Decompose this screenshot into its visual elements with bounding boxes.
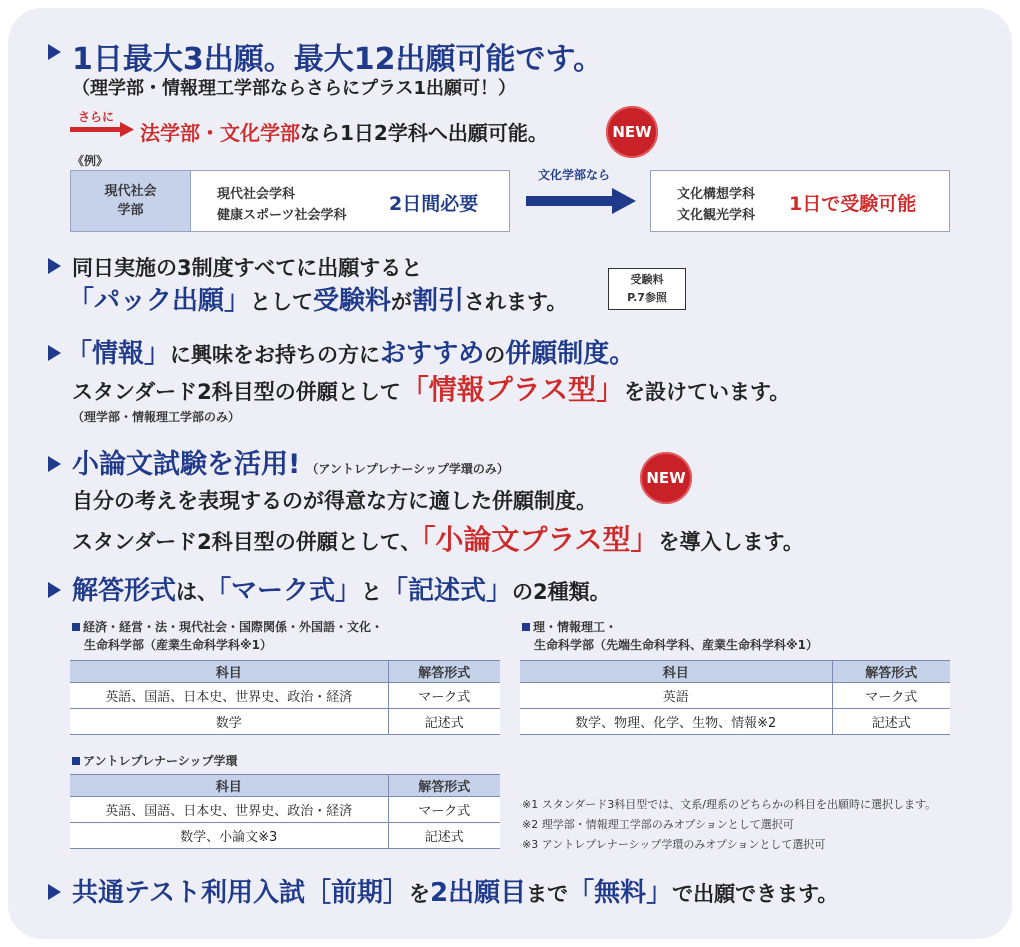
example-mid-label: 文化学部なら	[538, 168, 611, 182]
format-cell: マーク式	[388, 683, 500, 709]
sec6-t1: 共通テスト利用入試	[72, 878, 305, 908]
sec1-red-depts: 法学部・文化学部	[140, 121, 300, 145]
example-right-box	[650, 170, 950, 232]
format-cell: 記述式	[388, 823, 500, 849]
table2-caption2: 生命科学部（先端生命科学科、産業生命科学科※1）	[534, 638, 819, 652]
col-subject: 科目	[70, 775, 388, 797]
subject-cell: 英語、国語、日本史、世界史、政治・経済	[70, 797, 388, 823]
example-left-line2: 健康スポーツ社会学科	[217, 208, 347, 223]
sec5-t6: の2種類。	[512, 580, 611, 604]
sec3-line2a: スタンダード2科目型の併願として	[72, 380, 401, 404]
format-cell: マーク式	[832, 683, 950, 709]
sec2-mid3: されます。	[464, 290, 568, 314]
sec6-t5: まで	[526, 882, 569, 906]
example-right-line2: 文化観光学科	[677, 208, 756, 223]
sec2-line2	[68, 280, 567, 317]
table-header-row	[70, 775, 500, 797]
sec2-mid1: として	[250, 290, 314, 314]
sec1-title: 1日最大3出願。最大12出願可能です。	[72, 42, 604, 77]
sec4-line2b: を導入します。	[658, 530, 804, 554]
sec2-discount: 割引	[412, 286, 465, 316]
table-row	[70, 823, 500, 849]
subject-cell: 英語、国語、日本史、世界史、政治・経済	[70, 683, 388, 709]
sec5-t3: 「マーク式」	[218, 576, 362, 606]
bullet-triangle-icon	[48, 258, 61, 274]
col-format: 解答形式	[832, 661, 950, 683]
format-cell: 記述式	[832, 709, 950, 735]
example-right-line1: 文化構想学科	[677, 187, 756, 202]
sec3-heigan: 併願制度。	[505, 339, 636, 369]
subject-cell: 数学	[70, 709, 388, 735]
subject-cell: 数学、小論文※3	[70, 823, 388, 849]
example-left-box	[70, 170, 510, 232]
table-row	[520, 683, 950, 709]
sec4-line2	[72, 518, 804, 558]
new-badge: NEW	[640, 452, 692, 504]
sec2-line1: 同日実施の3制度すべてに出願すると	[72, 256, 423, 280]
blue-arrow-icon	[526, 188, 638, 214]
bullet-triangle-icon	[48, 582, 61, 598]
subject-cell: 数学、物理、化学、生物、情報※2	[520, 709, 832, 735]
bullet-triangle-icon	[48, 44, 61, 60]
sec6-t7: で出願できます。	[672, 882, 839, 906]
sec3-note: （理学部・情報理工学部のみ）	[72, 410, 241, 424]
table3-caption: アントレプレナーシップ学環	[72, 752, 238, 769]
sec5-t2: は、	[176, 580, 219, 604]
sec6-t4: 2出願目	[429, 878, 527, 908]
footnote-2: ※2 理学部・情報理工学部のみオプションとして選択可	[522, 818, 794, 831]
footnote-3: ※3 アントレプレナーシップ学環のみオプションとして選択可	[522, 838, 826, 851]
table-row	[70, 683, 500, 709]
col-format: 解答形式	[388, 661, 500, 683]
sec4-plus: 「小論文プラス型」	[421, 523, 659, 556]
sec6-t2: ［前期］	[304, 878, 409, 908]
subject-cell: 英語	[520, 683, 832, 709]
table1-caption1: 経済・経営・法・現代社会・国際関係・外国語・文化・	[72, 618, 383, 635]
sec4-title-line	[72, 442, 509, 481]
red-arrow-icon	[70, 122, 136, 138]
example-left-line1: 現代社会学科	[217, 187, 296, 202]
fee-ref-line2: P.7参照	[627, 290, 667, 304]
example-right-emph: 1日で受験可能	[789, 193, 917, 215]
footnote-1: ※1 スタンダード3科目型では、文系/理系のどちらかの科目を出願時に選択します。	[522, 798, 937, 811]
table-header-row	[70, 661, 500, 683]
sec3-line1	[66, 333, 635, 370]
sec5-t1: 解答形式	[72, 576, 177, 606]
example-left-dept: 現代社会 学部	[71, 171, 191, 231]
sec3-mid2: の	[484, 343, 506, 367]
sec6-t6: 「無料」	[568, 878, 673, 908]
sec4-line2a: スタンダード2科目型の併願として、	[72, 530, 422, 554]
sec3-mid1: に興味をお持ちの方に	[170, 343, 381, 367]
sec6-line	[72, 872, 838, 909]
sec5-t4: と	[361, 580, 383, 604]
sec1-arrow-label: さらに	[78, 110, 115, 124]
bullet-triangle-icon	[48, 884, 61, 900]
sec5-title	[72, 570, 611, 607]
sec1-subtitle: （理学部・情報理工学部ならさらにプラス1出願可！）	[72, 78, 516, 99]
sec4-title-note: （アントレプレナーシップ学環のみ）	[306, 462, 509, 476]
table-row	[70, 709, 500, 735]
format-cell: 記述式	[388, 709, 500, 735]
table-row	[70, 797, 500, 823]
sec1-dept-line	[140, 117, 548, 146]
example-left-emph: 2日間必要	[389, 193, 479, 215]
col-format: 解答形式	[388, 775, 500, 797]
format-table-2	[520, 660, 950, 735]
sec2-pack: 「パック出願」	[68, 286, 251, 316]
table2-caption1: 理・情報理工・	[522, 618, 617, 635]
example-label: 《例》	[72, 154, 109, 168]
sec2-mid2: が	[391, 290, 413, 314]
sec3-plus: 「情報プラス型」	[400, 373, 624, 406]
sec2-fee: 受験料	[313, 286, 392, 316]
sec4-line1: 自分の考えを表現するのが得意な方に適した併願制度。	[72, 489, 597, 513]
format-table-3	[70, 774, 500, 849]
bullet-triangle-icon	[48, 345, 61, 361]
sec3-line2	[72, 368, 790, 408]
table-header-row	[520, 661, 950, 683]
sec3-joho: 「情報」	[66, 339, 171, 369]
table-row	[520, 709, 950, 735]
new-badge: NEW	[606, 106, 658, 158]
fee-ref-line1: 受験料	[630, 273, 664, 286]
col-subject: 科目	[520, 661, 832, 683]
fee-reference-box	[608, 268, 686, 310]
sec6-t3: を	[408, 882, 430, 906]
table1-caption2: 生命科学部（産業生命科学科※1）	[84, 638, 273, 652]
sec1-rest: なら1日2学科へ出願可能。	[300, 121, 548, 145]
sec5-t5: 「記述式」	[382, 576, 513, 606]
col-subject: 科目	[70, 661, 388, 683]
bullet-triangle-icon	[48, 456, 61, 472]
sec3-osusume: おすすめ	[380, 339, 485, 369]
format-cell: マーク式	[388, 797, 500, 823]
format-table-1	[70, 660, 500, 735]
sec4-title: 小論文試験を活用!	[72, 449, 301, 480]
sec3-line2b: を設けています。	[623, 380, 791, 404]
